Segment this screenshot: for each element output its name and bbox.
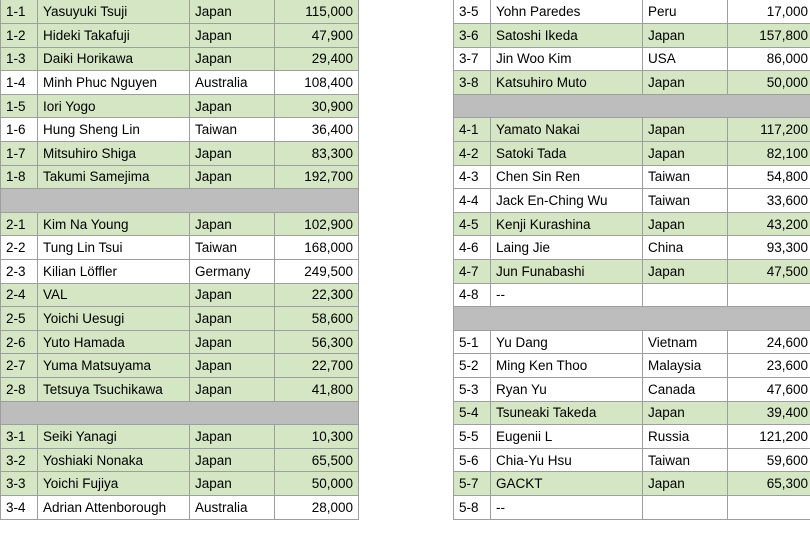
player-name-cell: Yoshiaki Nonaka bbox=[38, 448, 190, 472]
player-name-cell: Satoshi Ikeda bbox=[491, 24, 643, 48]
country-cell: Japan bbox=[643, 260, 728, 284]
value-cell: 54,800 bbox=[728, 165, 810, 189]
seed-code-cell: 3-1 bbox=[1, 425, 38, 449]
country-cell: Japan bbox=[190, 0, 275, 24]
seed-code-cell: 1-6 bbox=[1, 118, 38, 142]
value-cell: 86,000 bbox=[728, 47, 810, 71]
country-cell: Japan bbox=[643, 401, 728, 425]
seed-code-cell: 3-6 bbox=[454, 24, 491, 48]
separator-cell bbox=[1, 189, 359, 213]
right-table bbox=[453, 0, 810, 520]
table-row bbox=[454, 71, 810, 95]
country-cell: Japan bbox=[643, 142, 728, 166]
table-row bbox=[454, 189, 810, 213]
value-cell bbox=[728, 283, 810, 307]
table-row bbox=[1, 142, 359, 166]
player-name-cell: Mitsuhiro Shiga bbox=[38, 142, 190, 166]
value-cell: 56,300 bbox=[275, 330, 359, 354]
table-row bbox=[454, 212, 810, 236]
table-row bbox=[1, 236, 359, 260]
seed-code-cell: 5-2 bbox=[454, 354, 491, 378]
country-cell: Japan bbox=[643, 24, 728, 48]
table-row bbox=[1, 71, 359, 95]
left-table bbox=[0, 0, 359, 520]
value-cell: 83,300 bbox=[275, 142, 359, 166]
country-cell: Vietnam bbox=[643, 330, 728, 354]
value-cell bbox=[728, 495, 810, 519]
player-name-cell: -- bbox=[491, 495, 643, 519]
country-cell: Taiwan bbox=[643, 189, 728, 213]
player-name-cell: VAL bbox=[38, 283, 190, 307]
player-name-cell: Eugenii L bbox=[491, 425, 643, 449]
country-cell: Japan bbox=[190, 212, 275, 236]
seed-code-cell: 3-5 bbox=[454, 0, 491, 24]
player-name-cell: Ming Ken Thoo bbox=[491, 354, 643, 378]
seed-code-cell: 4-1 bbox=[454, 118, 491, 142]
player-name-cell: Seiki Yanagi bbox=[38, 425, 190, 449]
seed-code-cell: 1-3 bbox=[1, 47, 38, 71]
country-cell: Japan bbox=[190, 94, 275, 118]
player-name-cell: Yasuyuki Tsuji bbox=[38, 0, 190, 24]
table-row bbox=[1, 472, 359, 496]
table-row bbox=[1, 260, 359, 284]
country-cell: Japan bbox=[190, 330, 275, 354]
player-name-cell: Daiki Horikawa bbox=[38, 47, 190, 71]
table-row bbox=[454, 47, 810, 71]
value-cell: 192,700 bbox=[275, 165, 359, 189]
table-row bbox=[454, 401, 810, 425]
player-name-cell: Chen Sin Ren bbox=[491, 165, 643, 189]
table-row bbox=[1, 425, 359, 449]
player-name-cell: Kenji Kurashina bbox=[491, 212, 643, 236]
seed-code-cell: 1-8 bbox=[1, 165, 38, 189]
table-row bbox=[454, 354, 810, 378]
player-name-cell: Yuto Hamada bbox=[38, 330, 190, 354]
table-row bbox=[1, 448, 359, 472]
player-name-cell: Yamato Nakai bbox=[491, 118, 643, 142]
seed-code-cell: 2-5 bbox=[1, 307, 38, 331]
table-row bbox=[1, 24, 359, 48]
seed-code-cell: 2-2 bbox=[1, 236, 38, 260]
seed-code-cell: 4-5 bbox=[454, 212, 491, 236]
country-cell: China bbox=[643, 236, 728, 260]
player-name-cell: -- bbox=[491, 283, 643, 307]
table-row bbox=[1, 47, 359, 71]
seed-code-cell: 5-4 bbox=[454, 401, 491, 425]
table-row bbox=[1, 165, 359, 189]
table-row bbox=[1, 495, 359, 519]
table-row bbox=[454, 165, 810, 189]
table-row bbox=[454, 283, 810, 307]
country-cell: Japan bbox=[190, 47, 275, 71]
seed-code-cell: 2-8 bbox=[1, 378, 38, 402]
table-row bbox=[454, 0, 810, 24]
seed-code-cell: 1-1 bbox=[1, 0, 38, 24]
seed-code-cell: 5-7 bbox=[454, 472, 491, 496]
value-cell: 65,300 bbox=[728, 472, 810, 496]
seed-code-cell: 4-8 bbox=[454, 283, 491, 307]
player-name-cell: Katsuhiro Muto bbox=[491, 71, 643, 95]
player-name-cell: Hideki Takafuji bbox=[38, 24, 190, 48]
table-row bbox=[1, 354, 359, 378]
seed-code-cell: 3-8 bbox=[454, 71, 491, 95]
value-cell: 59,600 bbox=[728, 448, 810, 472]
left-table-body bbox=[1, 0, 359, 519]
player-name-cell: Jun Funabashi bbox=[491, 260, 643, 284]
player-name-cell: Kilian Löffler bbox=[38, 260, 190, 284]
player-name-cell: Yu Dang bbox=[491, 330, 643, 354]
country-cell: Japan bbox=[190, 142, 275, 166]
value-cell: 22,300 bbox=[275, 283, 359, 307]
table-row bbox=[454, 378, 810, 402]
country-cell: Russia bbox=[643, 425, 728, 449]
player-name-cell: Jack En-Ching Wu bbox=[491, 189, 643, 213]
group-separator-row bbox=[454, 94, 810, 118]
seed-code-cell: 5-5 bbox=[454, 425, 491, 449]
value-cell: 65,500 bbox=[275, 448, 359, 472]
player-name-cell: Tetsuya Tsuchikawa bbox=[38, 378, 190, 402]
value-cell: 93,300 bbox=[728, 236, 810, 260]
player-name-cell: Iori Yogo bbox=[38, 94, 190, 118]
separator-cell bbox=[1, 401, 359, 425]
table-row bbox=[454, 142, 810, 166]
seed-code-cell: 4-2 bbox=[454, 142, 491, 166]
country-cell: Canada bbox=[643, 378, 728, 402]
country-cell: Japan bbox=[190, 354, 275, 378]
player-name-cell: Hung Sheng Lin bbox=[38, 118, 190, 142]
value-cell: 121,200 bbox=[728, 425, 810, 449]
seed-code-cell: 1-7 bbox=[1, 142, 38, 166]
seed-code-cell: 3-7 bbox=[454, 47, 491, 71]
player-name-cell: Takumi Samejima bbox=[38, 165, 190, 189]
seed-code-cell: 2-6 bbox=[1, 330, 38, 354]
value-cell: 30,900 bbox=[275, 94, 359, 118]
country-cell: Japan bbox=[190, 448, 275, 472]
country-cell: Japan bbox=[190, 24, 275, 48]
seed-code-cell: 4-7 bbox=[454, 260, 491, 284]
seed-code-cell: 2-3 bbox=[1, 260, 38, 284]
country-cell: Japan bbox=[643, 71, 728, 95]
table-row bbox=[1, 118, 359, 142]
value-cell: 249,500 bbox=[275, 260, 359, 284]
value-cell: 39,400 bbox=[728, 401, 810, 425]
table-row bbox=[454, 448, 810, 472]
value-cell: 47,600 bbox=[728, 378, 810, 402]
value-cell: 157,800 bbox=[728, 24, 810, 48]
player-name-cell: Chia-Yu Hsu bbox=[491, 448, 643, 472]
country-cell: Japan bbox=[190, 165, 275, 189]
group-separator-row bbox=[1, 189, 359, 213]
value-cell: 28,000 bbox=[275, 495, 359, 519]
seed-code-cell: 4-6 bbox=[454, 236, 491, 260]
value-cell: 33,600 bbox=[728, 189, 810, 213]
country-cell: Japan bbox=[190, 378, 275, 402]
country-cell: Japan bbox=[190, 307, 275, 331]
table-row bbox=[454, 330, 810, 354]
value-cell: 22,700 bbox=[275, 354, 359, 378]
seed-code-cell: 2-4 bbox=[1, 283, 38, 307]
table-row bbox=[1, 94, 359, 118]
table-row bbox=[1, 283, 359, 307]
value-cell: 58,600 bbox=[275, 307, 359, 331]
country-cell: Japan bbox=[643, 212, 728, 236]
table-row bbox=[454, 472, 810, 496]
country-cell: Japan bbox=[190, 472, 275, 496]
seed-code-cell: 4-3 bbox=[454, 165, 491, 189]
country-cell: Japan bbox=[643, 118, 728, 142]
seed-code-cell: 5-6 bbox=[454, 448, 491, 472]
seed-code-cell: 4-4 bbox=[454, 189, 491, 213]
player-name-cell: Ryan Yu bbox=[491, 378, 643, 402]
group-separator-row bbox=[1, 401, 359, 425]
group-separator-row bbox=[454, 307, 810, 331]
player-name-cell: Yuma Matsuyama bbox=[38, 354, 190, 378]
table-row bbox=[1, 378, 359, 402]
seed-code-cell: 1-4 bbox=[1, 71, 38, 95]
player-name-cell: Yoichi Uesugi bbox=[38, 307, 190, 331]
value-cell: 117,200 bbox=[728, 118, 810, 142]
value-cell: 115,000 bbox=[275, 0, 359, 24]
value-cell: 108,400 bbox=[275, 71, 359, 95]
seed-code-cell: 5-3 bbox=[454, 378, 491, 402]
country-cell: Germany bbox=[190, 260, 275, 284]
country-cell: Taiwan bbox=[190, 236, 275, 260]
seed-code-cell: 1-2 bbox=[1, 24, 38, 48]
country-cell: Australia bbox=[190, 495, 275, 519]
country-cell: Taiwan bbox=[190, 118, 275, 142]
value-cell: 47,500 bbox=[728, 260, 810, 284]
seed-code-cell: 1-5 bbox=[1, 94, 38, 118]
country-cell: Japan bbox=[190, 425, 275, 449]
country-cell: Peru bbox=[643, 0, 728, 24]
value-cell: 41,800 bbox=[275, 378, 359, 402]
country-cell: Japan bbox=[643, 472, 728, 496]
seed-code-cell: 2-1 bbox=[1, 212, 38, 236]
player-name-cell: Jin Woo Kim bbox=[491, 47, 643, 71]
value-cell: 50,000 bbox=[275, 472, 359, 496]
player-name-cell: GACKT bbox=[491, 472, 643, 496]
country-cell bbox=[643, 495, 728, 519]
value-cell: 29,400 bbox=[275, 47, 359, 71]
table-row bbox=[454, 260, 810, 284]
table-row bbox=[1, 330, 359, 354]
table-row bbox=[454, 425, 810, 449]
seed-code-cell: 5-1 bbox=[454, 330, 491, 354]
player-name-cell: Satoki Tada bbox=[491, 142, 643, 166]
player-name-cell: Minh Phuc Nguyen bbox=[38, 71, 190, 95]
player-name-cell: Tsuneaki Takeda bbox=[491, 401, 643, 425]
seed-code-cell: 5-8 bbox=[454, 495, 491, 519]
value-cell: 102,900 bbox=[275, 212, 359, 236]
value-cell: 47,900 bbox=[275, 24, 359, 48]
player-name-cell: Adrian Attenborough bbox=[38, 495, 190, 519]
seed-code-cell: 2-7 bbox=[1, 354, 38, 378]
table-row bbox=[1, 212, 359, 236]
player-name-cell: Yoichi Fujiya bbox=[38, 472, 190, 496]
value-cell: 10,300 bbox=[275, 425, 359, 449]
player-name-cell: Tung Lin Tsui bbox=[38, 236, 190, 260]
right-table-body bbox=[454, 0, 810, 519]
value-cell: 23,600 bbox=[728, 354, 810, 378]
seed-code-cell: 3-4 bbox=[1, 495, 38, 519]
player-name-cell: Yohn Paredes bbox=[491, 0, 643, 24]
country-cell: Australia bbox=[190, 71, 275, 95]
value-cell: 36,400 bbox=[275, 118, 359, 142]
seed-code-cell: 3-3 bbox=[1, 472, 38, 496]
country-cell bbox=[643, 283, 728, 307]
value-cell: 24,600 bbox=[728, 330, 810, 354]
value-cell: 43,200 bbox=[728, 212, 810, 236]
seed-code-cell: 3-2 bbox=[1, 448, 38, 472]
value-cell: 17,000 bbox=[728, 0, 810, 24]
value-cell: 82,100 bbox=[728, 142, 810, 166]
country-cell: Taiwan bbox=[643, 448, 728, 472]
table-row bbox=[454, 236, 810, 260]
player-name-cell: Laing Jie bbox=[491, 236, 643, 260]
table-row bbox=[454, 495, 810, 519]
country-cell: Japan bbox=[190, 283, 275, 307]
table-row bbox=[1, 0, 359, 24]
table-row bbox=[1, 307, 359, 331]
value-cell: 168,000 bbox=[275, 236, 359, 260]
separator-cell bbox=[454, 307, 810, 331]
table-row bbox=[454, 118, 810, 142]
value-cell: 50,000 bbox=[728, 71, 810, 95]
country-cell: Taiwan bbox=[643, 165, 728, 189]
country-cell: Malaysia bbox=[643, 354, 728, 378]
table-row bbox=[454, 24, 810, 48]
country-cell: USA bbox=[643, 47, 728, 71]
player-name-cell: Kim Na Young bbox=[38, 212, 190, 236]
separator-cell bbox=[454, 94, 810, 118]
